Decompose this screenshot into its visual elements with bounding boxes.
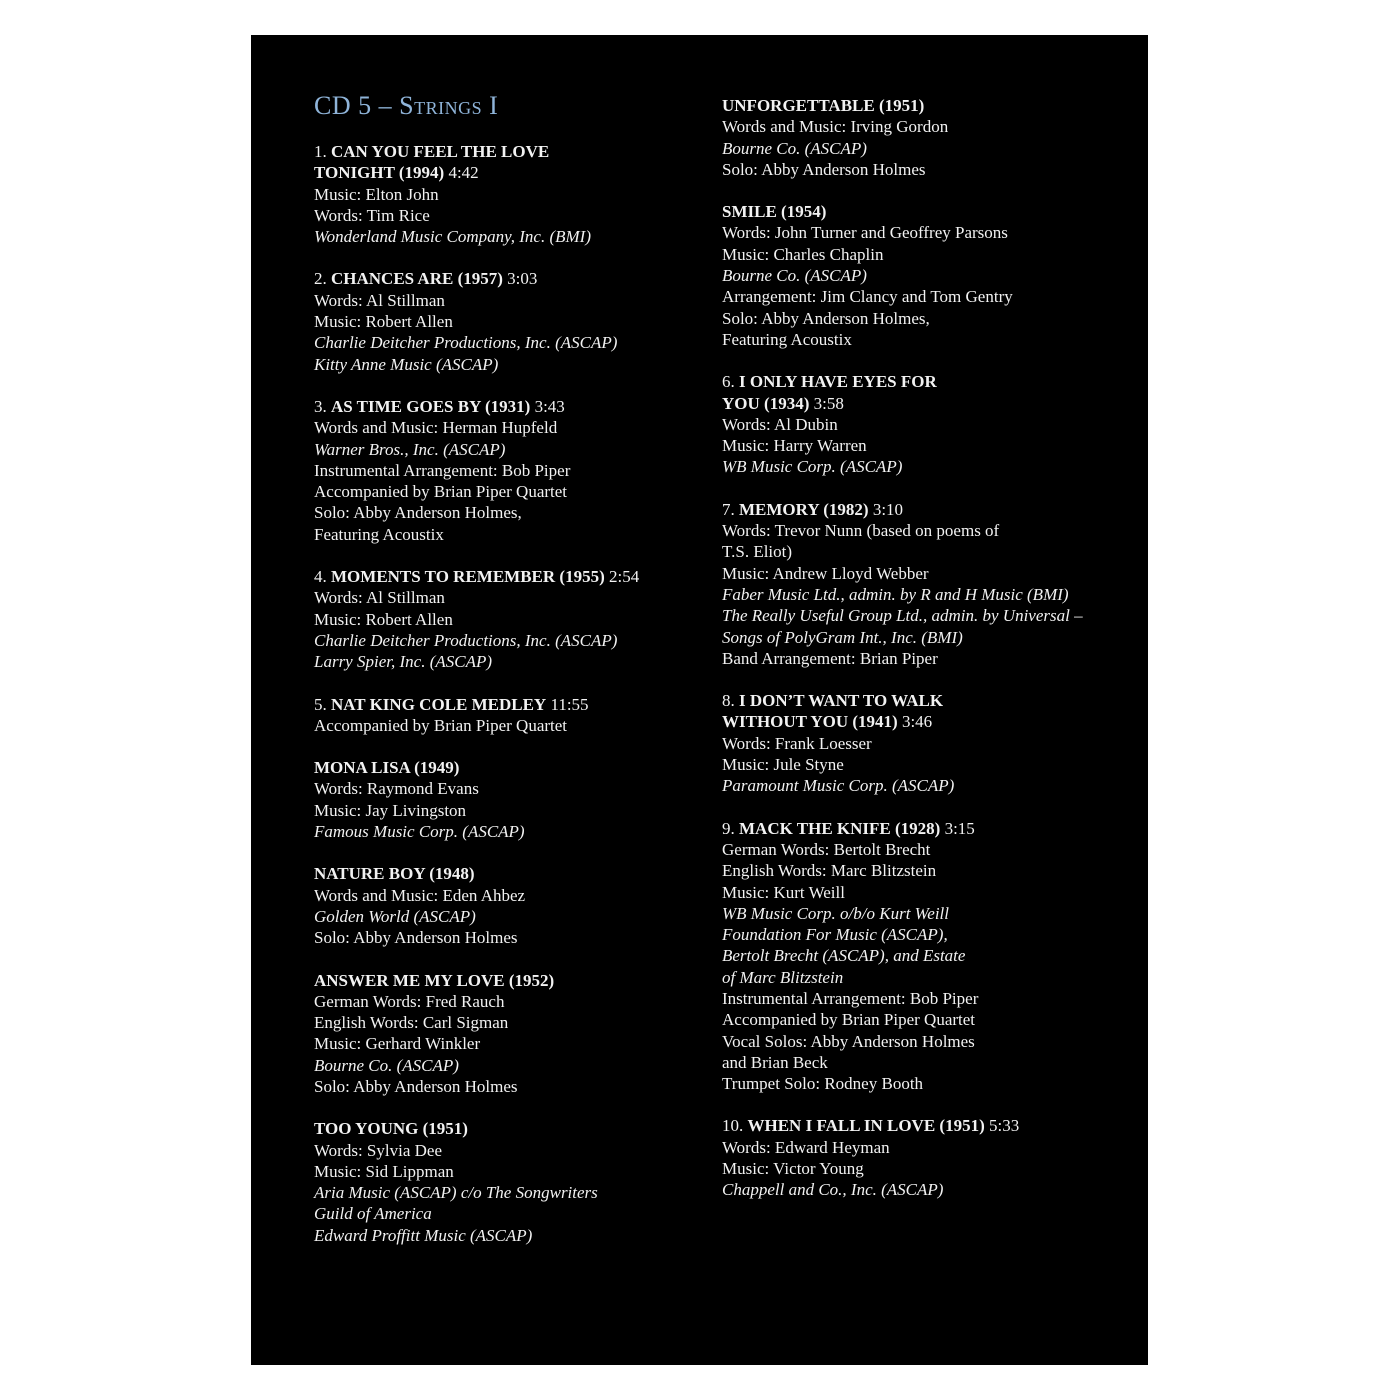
track-title-line [722,818,1122,839]
track-title-line [314,1118,694,1139]
publisher-credit: Aria Music (ASCAP) c/o The Songwriters [314,1183,598,1203]
credit-line: German Words: Fred Rauch [314,991,505,1011]
credit-line: Words: Tim Rice [314,205,430,225]
song-title: TONIGHT (1994) [314,163,445,183]
track-title-line [314,268,694,289]
track-title-line [722,499,1122,520]
credit-line: Solo: Abby Anderson Holmes [314,1076,518,1096]
track-duration: 3:15 [944,818,975,838]
track-entry [314,566,694,672]
track-title-line [314,396,694,417]
credit-line: Words: Al Dubin [722,414,838,434]
track-title-line [722,393,1122,414]
track-duration: 11:55 [550,694,589,714]
track-title-line [314,757,694,778]
credit-line: and Brian Beck [722,1052,828,1072]
song-title: SMILE (1954) [722,202,827,222]
credit-line: Solo: Abby Anderson Holmes, [314,503,522,523]
track-duration: 3:03 [507,269,538,289]
credit-line: Trumpet Solo: Rodney Booth [722,1074,924,1094]
track-duration: 4:42 [448,163,479,183]
track-number: 3. [314,396,327,416]
song-title: CAN YOU FEEL THE LOVE [331,142,550,161]
credit-line: Solo: Abby Anderson Holmes [314,928,518,948]
track-number: 8. [722,691,735,711]
track-title-line [314,162,694,183]
credit-line: Music: Elton John [314,184,439,204]
track-duration: 3:43 [534,396,565,416]
booklet-page [251,35,1148,1365]
track-number: 2. [314,269,327,289]
song-title: NATURE BOY (1948) [314,864,475,884]
credit-line: Arrangement: Jim Clancy and Tom Gentry [722,287,1013,307]
credit-line: Music: Andrew Lloyd Webber [722,563,929,583]
credit-line: German Words: Bertolt Brecht [722,839,931,859]
cd-label: CD 5 [314,91,372,120]
track-number: 10. [722,1116,744,1136]
track-duration: 3:10 [872,499,904,519]
credit-line: Featuring Acoustix [314,524,444,544]
credit-line: Featuring Acoustix [722,329,852,349]
publisher-credit: Edward Proffitt Music (ASCAP) [314,1225,533,1245]
track-entry [314,1118,694,1246]
publisher-credit: Faber Music Ltd., admin. by R and H Music (BMI) [722,584,1069,604]
credit-line: Words: Frank Loesser [722,733,872,753]
credit-line: Music: Kurt Weill [722,882,845,902]
publisher-credit: Charlie Deitcher Productions, Inc. (ASCAP) [314,333,618,353]
song-title: MEMORY (1982) [739,499,869,519]
credit-line: Words: Raymond Evans [314,779,479,799]
track-entry [314,970,694,1098]
credit-line: Music: Robert Allen [314,312,453,332]
publisher-credit: Bourne Co. (ASCAP) [722,266,867,286]
credit-line: Instrumental Arrangement: Bob Piper [314,460,571,480]
track-title-line [314,566,694,587]
cd-subtitle: Strings I [399,91,499,120]
track-duration: 3:46 [901,712,933,732]
right-track-list [722,95,1122,1222]
song-title: CHANCES ARE (1957) [331,269,503,289]
song-title: NAT KING COLE MEDLEY [331,694,547,714]
publisher-credit: The Really Useful Group Ltd., admin. by Universal – [722,606,1083,626]
credit-line: Words and Music: Eden Ahbez [314,885,526,905]
track-number: 5. [314,694,327,714]
credit-line: Music: Harry Warren [722,436,867,456]
credit-line: Band Arrangement: Brian Piper [722,648,938,668]
credit-line: Solo: Abby Anderson Holmes [722,159,926,179]
track-title-line [722,201,1122,222]
track-entry [314,141,694,247]
credit-line: Accompanied by Brian Piper Quartet [722,1010,976,1030]
credit-line: Music: Charles Chaplin [722,244,884,264]
credit-line: Music: Gerhard Winkler [314,1034,481,1054]
track-number: 7. [722,499,735,519]
song-title: UNFORGETTABLE (1951) [722,96,925,115]
publisher-credit: Famous Music Corp. (ASCAP) [314,822,525,842]
credit-line: Words and Music: Herman Hupfeld [314,418,558,438]
publisher-credit: Bourne Co. (ASCAP) [722,138,867,158]
cd-title [314,90,498,122]
track-entry [314,396,694,545]
track-number: 6. [722,372,735,392]
track-title-line [722,690,1122,711]
song-title: MONA LISA (1949) [314,758,460,778]
track-title-line [314,970,694,991]
credit-line: Music: Jule Styne [722,755,844,775]
track-entry [314,694,694,737]
publisher-credit: Bourne Co. (ASCAP) [314,1055,459,1075]
publisher-credit: Golden World (ASCAP) [314,906,476,926]
credit-line: T.S. Eliot) [722,542,793,562]
track-title-line [314,141,694,162]
song-title: YOU (1934) [722,393,810,413]
credit-line: Music: Robert Allen [314,609,453,629]
credit-line: Accompanied by Brian Piper Quartet [314,715,568,735]
song-title: WHEN I FALL IN LOVE (1951) [747,1116,985,1136]
track-duration: 3:58 [813,393,844,413]
publisher-credit: Chappell and Co., Inc. (ASCAP) [722,1180,944,1200]
track-duration: 5:33 [989,1116,1020,1136]
track-number: 4. [314,567,327,587]
song-title: WITHOUT YOU (1941) [722,712,898,732]
track-entry [722,499,1122,669]
publisher-credit: Foundation For Music (ASCAP), [722,925,948,945]
credit-line: Words: Al Stillman [314,588,445,608]
credit-line: Words and Music: Irving Gordon [722,117,949,137]
track-title-line [722,711,1122,732]
track-title-line [314,694,694,715]
publisher-credit: Guild of America [314,1204,432,1224]
credit-line: Music: Jay Livingston [314,800,467,820]
credit-line: Solo: Abby Anderson Holmes, [722,308,930,328]
track-entry [722,818,1122,1095]
song-title: I DON’T WANT TO WALK [739,691,944,711]
credit-line: Music: Sid Lippman [314,1161,454,1181]
publisher-credit: WB Music Corp. o/b/o Kurt Weill [722,903,949,923]
title-dash: – [378,91,393,120]
track-entry [722,95,1122,180]
credit-line: Words: Al Stillman [314,290,445,310]
track-entry [722,1115,1122,1200]
track-entry [314,757,694,842]
track-number: 9. [722,818,735,838]
credit-line: Words: John Turner and Geoffrey Parsons [722,223,1008,243]
publisher-credit: Songs of PolyGram Int., Inc. (BMI) [722,627,963,647]
song-title: I ONLY HAVE EYES FOR [739,372,937,392]
publisher-credit: Kitty Anne Music (ASCAP) [314,354,499,374]
track-entry [314,268,694,374]
track-number: 1. [314,142,327,161]
credit-line: Accompanied by Brian Piper Quartet [314,482,568,502]
track-entry [722,690,1122,796]
song-title: ANSWER ME MY LOVE (1952) [314,970,555,990]
song-title: TOO YOUNG (1951) [314,1119,468,1139]
left-track-list [314,141,694,1267]
track-entry [722,371,1122,477]
song-title: MACK THE KNIFE (1928) [739,818,941,838]
publisher-credit: of Marc Blitzstein [722,967,844,987]
song-title: MOMENTS TO REMEMBER (1955) [331,567,605,587]
publisher-credit: Larry Spier, Inc. (ASCAP) [314,652,493,672]
credit-line: English Words: Carl Sigman [314,1013,509,1033]
track-title-line [722,371,1122,392]
track-entry [722,201,1122,350]
credit-line: Words: Edward Heyman [722,1137,890,1157]
publisher-credit: Charlie Deitcher Productions, Inc. (ASCAP) [314,630,618,650]
track-title-line [722,1115,1122,1136]
track-duration: 2:54 [609,567,640,587]
publisher-credit: Bertolt Brecht (ASCAP), and Estate [722,946,966,966]
track-title-line [314,863,694,884]
credit-line: Words: Trevor Nunn (based on poems of [722,521,1000,541]
credit-line: Instrumental Arrangement: Bob Piper [722,988,979,1008]
credit-line: Music: Victor Young [722,1159,864,1179]
publisher-credit: Paramount Music Corp. (ASCAP) [722,776,955,796]
credit-line: English Words: Marc Blitzstein [722,861,937,881]
credit-line: Vocal Solos: Abby Anderson Holmes [722,1031,975,1051]
publisher-credit: Wonderland Music Company, Inc. (BMI) [314,227,591,247]
credit-line: Words: Sylvia Dee [314,1140,442,1160]
track-entry [314,863,694,948]
publisher-credit: Warner Bros., Inc. (ASCAP) [314,439,506,459]
song-title: AS TIME GOES BY (1931) [331,396,531,416]
track-title-line [722,95,1122,116]
publisher-credit: WB Music Corp. (ASCAP) [722,457,903,477]
